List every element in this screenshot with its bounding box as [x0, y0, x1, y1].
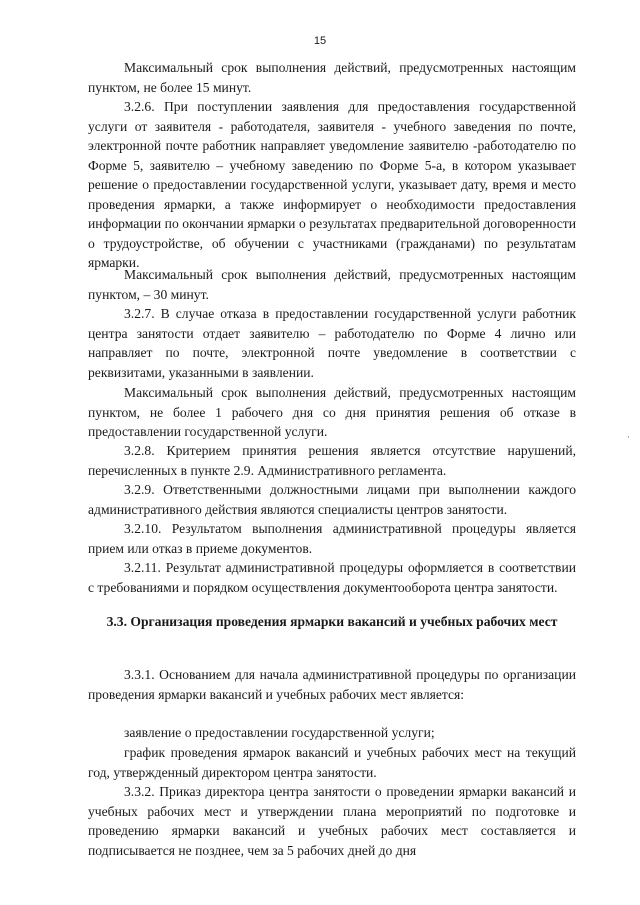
list-item-schedule: график проведения ярмарок вакансий и учебных рабочих мест на текущий год, утвержденный директором центра занятости. — [88, 745, 576, 780]
scan-speck-mark: · — [627, 433, 630, 443]
paragraph-3-2-6: 3.2.6. При поступлении заявления для предоставления государственной услуги от заявителя - работодателя, заявителя - учебного заведения по почте, электронной почте работник направляет уведомление заявителю -работодателю по Форме 5, заявителю – учебному заведению по Форме 5-а, в котором указывает решение о предоставлении государственной услуги, указывает дату, время и место проведения ярмарки, а также информирует о необходимости предоставления информации по окончании ярмарки о результатах предварительной договоренности о трудоустройстве, об обучении с участниками (гражданами) по результатам ярмарки. — [88, 99, 576, 270]
paragraph-3-2-9: 3.2.9. Ответственными должностными лицами при выполнении каждого административного действия являются специалисты центров занятости. — [88, 482, 576, 517]
paragraph-3-2-11: 3.2.11. Результат административной процедуры оформляется в соответствии с требованиями и порядком осуществления документооборота центра занятости. — [88, 560, 576, 595]
paragraph-3-3-1: 3.3.1. Основанием для начала административной процедуры по организации проведения ярмарки вакансий и учебных рабочих мест является: — [88, 667, 576, 702]
paragraph-3-2-8: 3.2.8. Критерием принятия решения является отсутствие нарушений, перечисленных в пункте 2.9. Административного регламента. — [88, 443, 576, 478]
paragraph-3-2-10: 3.2.10. Результатом выполнения административной процедуры является прием или отказ в приеме документов. — [88, 521, 576, 556]
paragraph-max-time-15: Максимальный срок выполнения действий, предусмотренных настоящим пунктом, не более 15 минут. — [88, 60, 576, 95]
paragraph-max-time-30: Максимальный срок выполнения действий, предусмотренных настоящим пунктом, – 30 минут. — [88, 267, 576, 302]
list-item-application: заявление о предоставлении государственной услуги; — [124, 725, 435, 740]
paragraph-3-3-2: 3.3.2. Приказ директора центра занятости о проведении ярмарки вакансий и учебных рабочих мест и утверждении плана мероприятий по подготовке и проведению ярмарки вакансий и учебных рабочих мест составляется и подписывается не позднее, чем за 5 рабочих дней до дня — [88, 784, 576, 858]
paragraph-max-time-1-day: Максимальный срок выполнения действий, предусмотренных настоящим пунктом, не более 1 рабочего дня со дня принятия решения об отказе в предоставлении государственной услуги. — [88, 385, 576, 439]
paragraph-3-2-7: 3.2.7. В случае отказа в предоставлении государственной услуги работник центра занятости отдает заявителю – работодателю по Форме 4 лично или направляет по почте, электронной почте уведомление в соответствии с реквизитами, указанными в заявлении. — [88, 306, 576, 380]
section-heading-3-3: 3.3. Организация проведения ярмарки вакансий и учебных рабочих мест — [106, 614, 558, 629]
page-number: 15 — [313, 35, 327, 47]
